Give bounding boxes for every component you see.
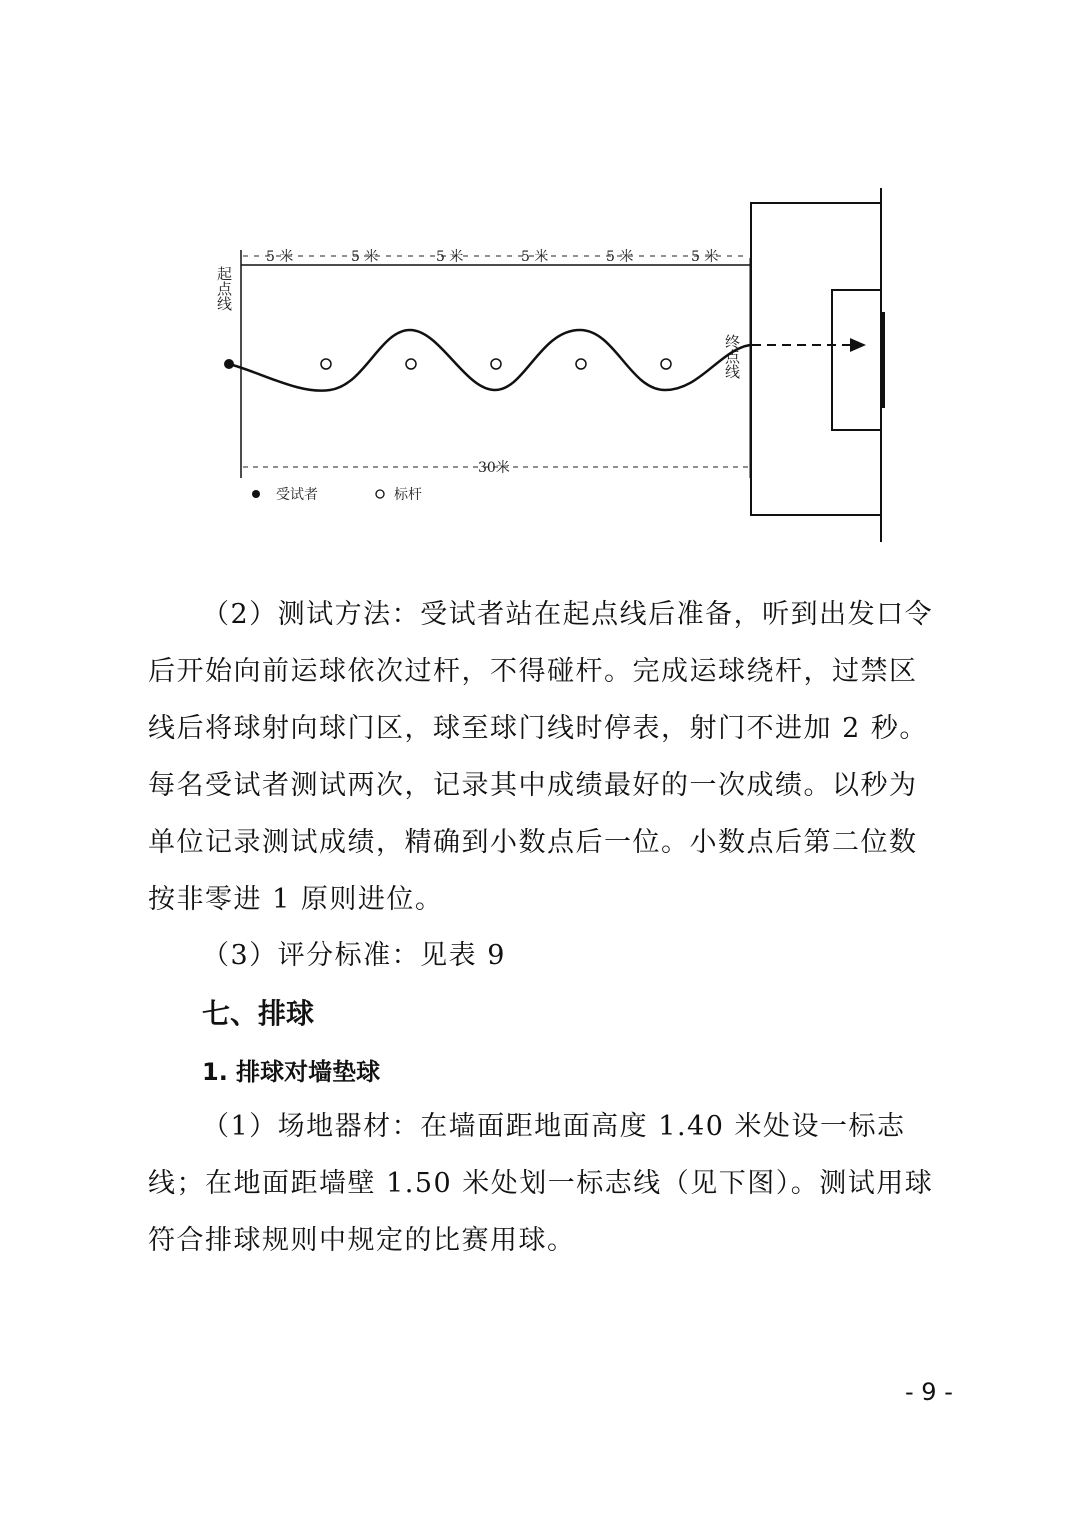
- svg-text:5 米: 5 米: [266, 249, 294, 265]
- svg-text:5 米: 5 米: [606, 249, 634, 265]
- legend-subject-icon: [252, 490, 260, 498]
- dribble-path: [229, 330, 750, 391]
- total-label: 30米: [478, 460, 510, 476]
- poles: [321, 359, 671, 369]
- legend-pole-label: 标杆: [394, 487, 422, 503]
- start-line-label: 起点线: [215, 266, 233, 311]
- dribbling-test-diagram: [0, 0, 1080, 560]
- goal-area: [832, 290, 881, 430]
- page-number: - 9 -: [905, 1378, 953, 1406]
- legend-subject-label: 受试者: [276, 487, 318, 503]
- scoring-paragraph: （3）评分标准：见表 9: [202, 940, 506, 971]
- finish-line-label: 终点线: [723, 334, 741, 379]
- svg-text:5 米: 5 米: [351, 249, 379, 265]
- goal: [880, 312, 885, 408]
- svg-text:5 米: 5 米: [691, 249, 719, 265]
- shot-arrow-icon: [850, 338, 866, 352]
- test-method-paragraph: （2）测试方法：受试者站在起点线后准备，听到出发口令后开始向前运球依次过杆，不得碰杆。完成运球绕杆，过禁区线后将球射向球门区，球至球门线时停表，射门不进加 2 秒。每名受试者测试两次，记录其中成绩最好的一次成绩。以秒为单位记录测试成绩，精确到小数点后一位。小数点后第二位数按非零进 1 原则进位。: [148, 599, 934, 915]
- svg-text:5 米: 5 米: [436, 249, 464, 265]
- legend-pole-icon: [376, 490, 384, 498]
- svg-text:5 米: 5 米: [521, 249, 549, 265]
- equipment-paragraph: （1）场地器材：在墙面距地面高度 1.40 米处设一标志线；在地面距墙壁 1.50 米处划一标志线（见下图）。测试用球符合排球规则中规定的比赛用球。: [148, 1111, 934, 1256]
- sub-heading: 1. 排球对墙垫球: [202, 1058, 381, 1086]
- section-heading: 七、排球: [202, 997, 315, 1030]
- penalty-area: [751, 203, 881, 515]
